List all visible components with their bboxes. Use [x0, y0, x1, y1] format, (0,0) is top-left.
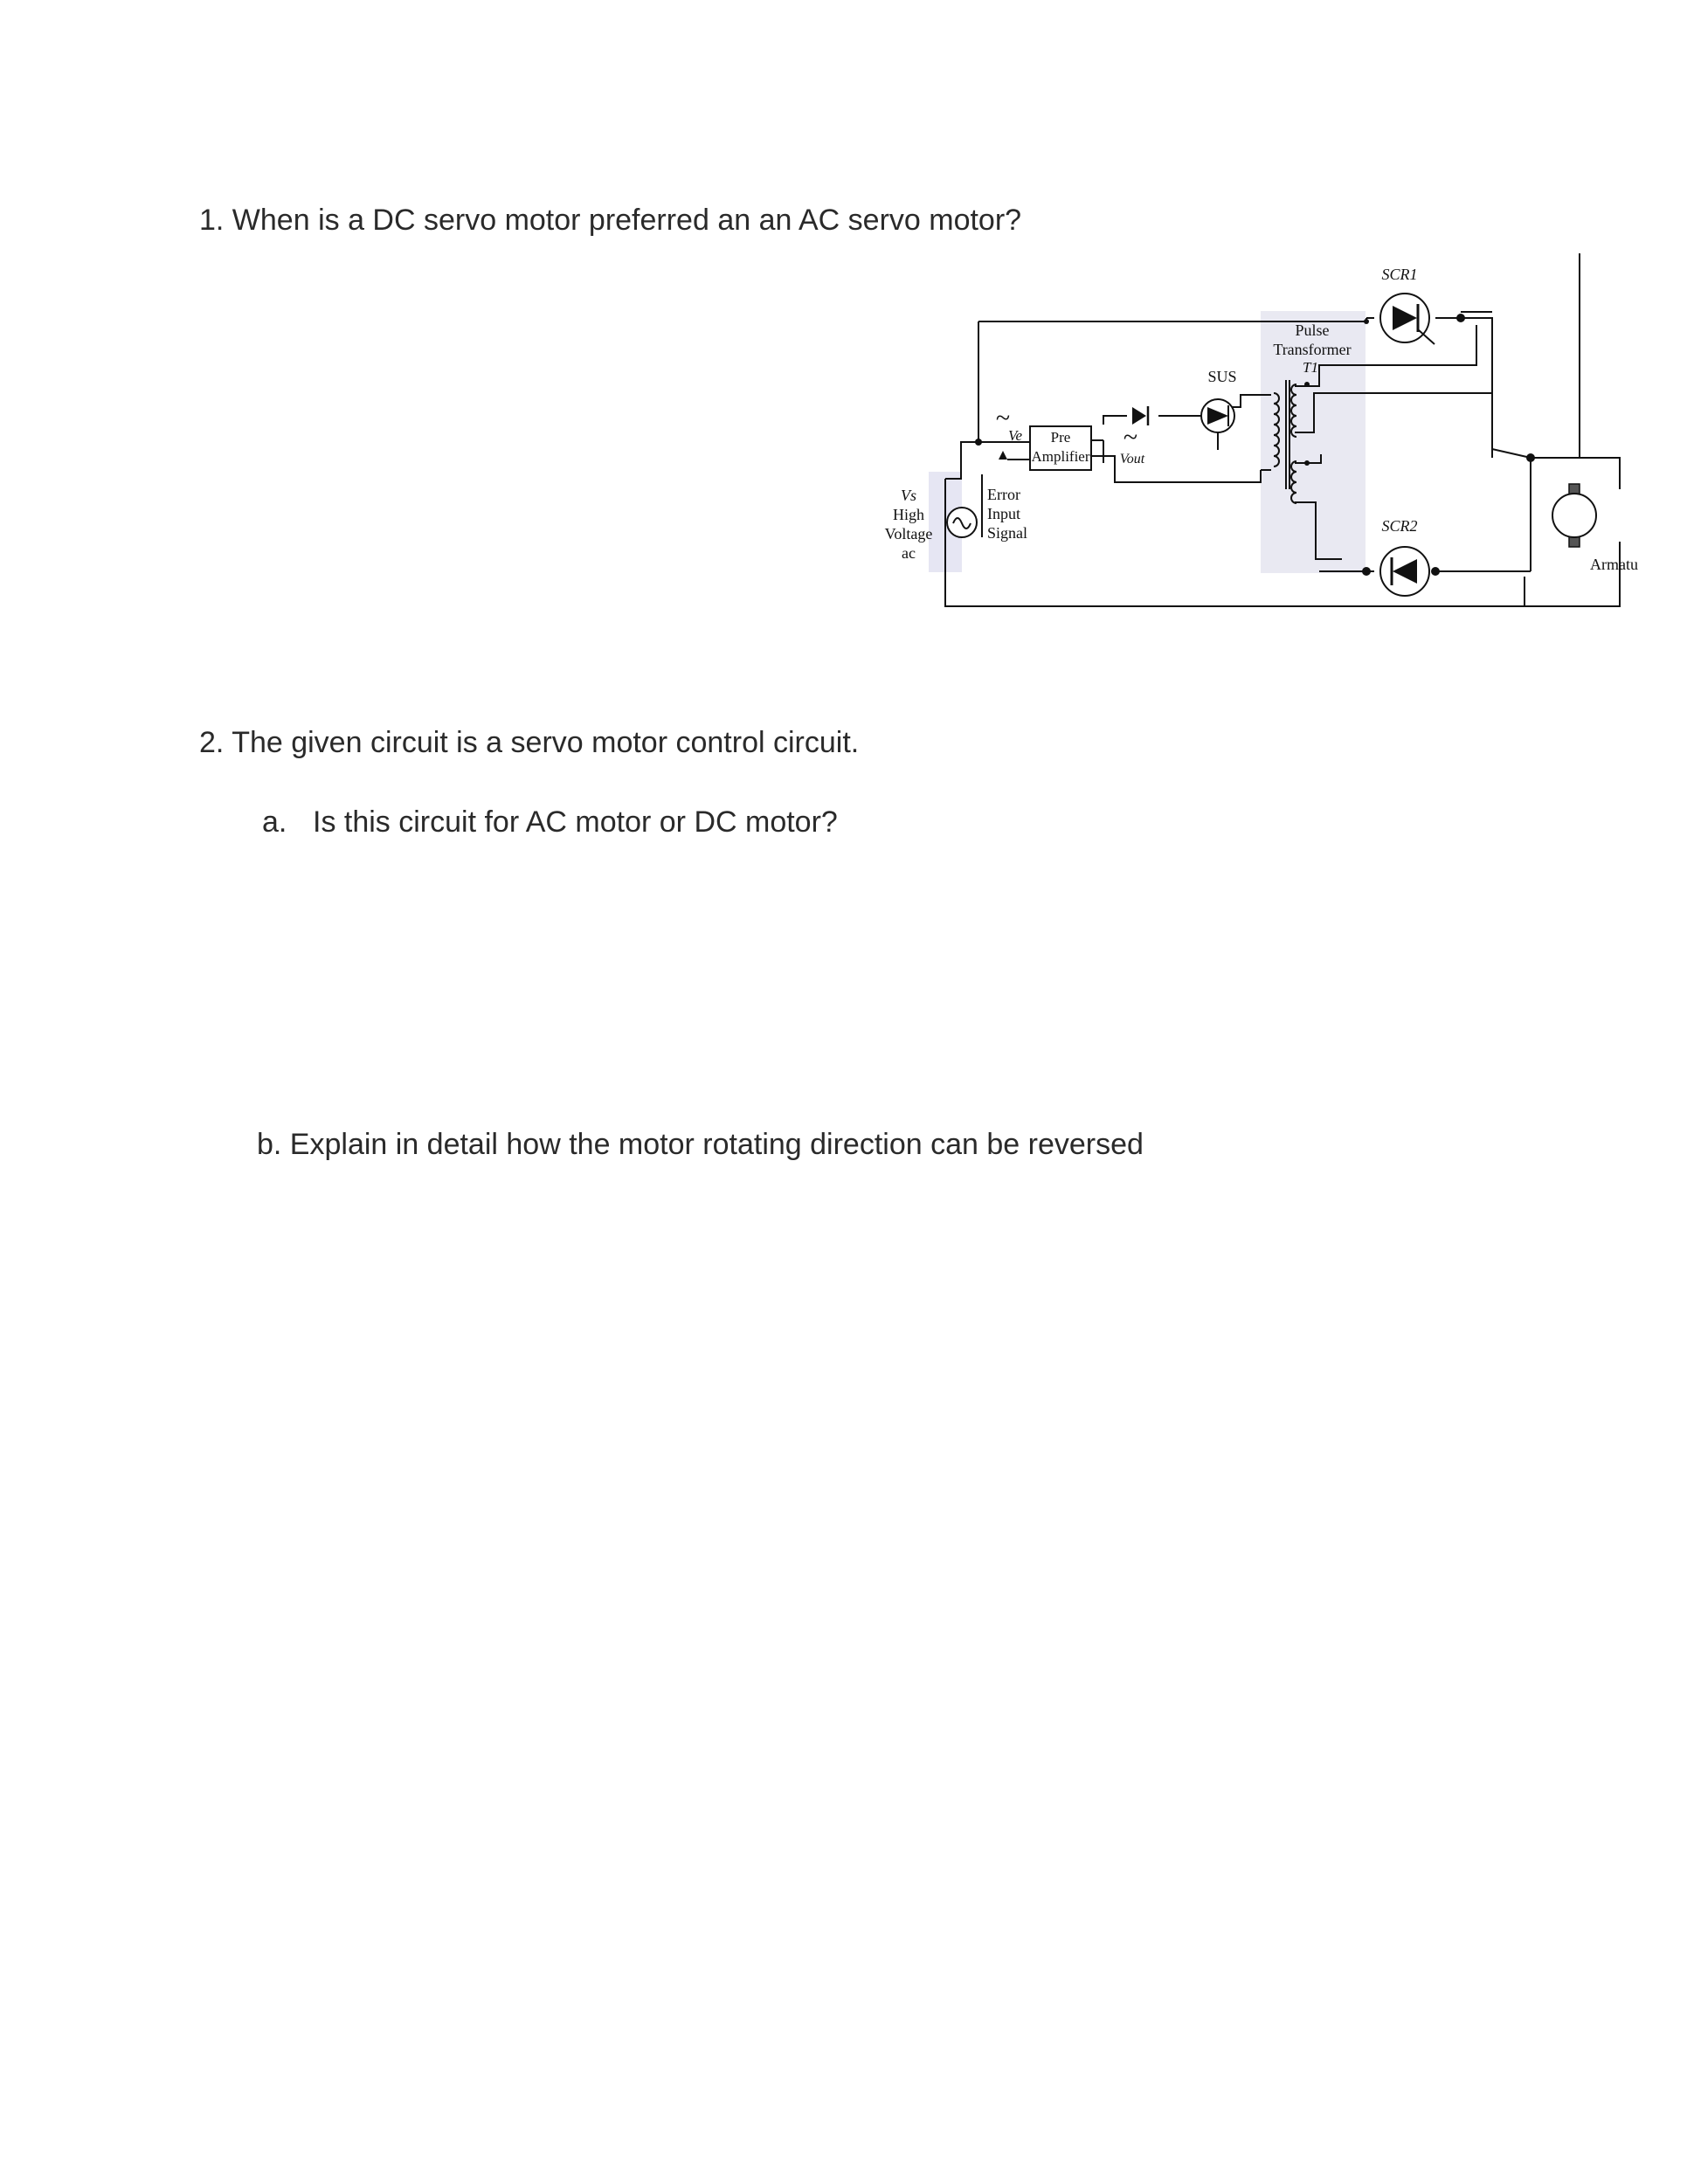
scr2-label: SCR2: [1381, 517, 1418, 535]
source-voltage-label: Voltage: [884, 525, 933, 543]
source-high-label: High: [893, 506, 924, 523]
t1-label: T1: [1303, 359, 1318, 376]
source-vs-label: Vs: [901, 487, 916, 504]
node-top: [1364, 319, 1369, 324]
ve-label: Ve: [1007, 427, 1023, 444]
scr1-label: SCR1: [1381, 266, 1418, 283]
source-left-wire: [945, 479, 1525, 606]
question-2b: b. Explain in detail how the motor rotating direction can be reversed: [257, 1128, 1144, 1161]
amplifier-label: Amplifier: [1031, 448, 1090, 465]
polarity-dot-2: [1304, 460, 1310, 466]
question-2a: [262, 805, 838, 840]
input-label: Input: [987, 505, 1020, 522]
question-1: 1. When is a DC servo motor preferred an an AC servo motor?: [199, 204, 1022, 237]
polarity-dot-1: [1304, 382, 1310, 387]
ve-tilde: ~: [995, 404, 1011, 432]
node-scr1: [1456, 314, 1465, 322]
servo-control-circuit-diagram: [865, 253, 1651, 629]
vout-tilde: ~: [1123, 423, 1138, 452]
transformer-label: Transformer: [1273, 341, 1352, 358]
sus-label: SUS: [1207, 368, 1237, 385]
armature-label: Armatu: [1590, 556, 1638, 573]
question-2a-text: Is this circuit for AC motor or DC motor?: [313, 805, 838, 839]
right-rail-wire: [1492, 449, 1531, 458]
error-label: Error: [987, 486, 1020, 503]
pulse-label: Pulse: [1295, 321, 1330, 339]
signal-label: Signal: [987, 524, 1028, 542]
diode-triangle: [1132, 407, 1146, 425]
ve-arrow: [999, 451, 1007, 460]
node-right: [1526, 453, 1535, 462]
armature-motor: [1552, 494, 1596, 537]
node-scr2-right: [1431, 567, 1440, 576]
question-2a-letter: a.: [262, 805, 287, 839]
source-ac-label: ac: [902, 544, 916, 562]
vout-label: Vout: [1119, 452, 1145, 467]
node-scr2-left: [1362, 567, 1371, 576]
question-2: 2. The given circuit is a servo motor control circuit.: [199, 726, 860, 759]
pre-label: Pre: [1050, 429, 1071, 446]
node-left: [975, 439, 982, 446]
armature-bottom-wire: [1525, 542, 1620, 606]
